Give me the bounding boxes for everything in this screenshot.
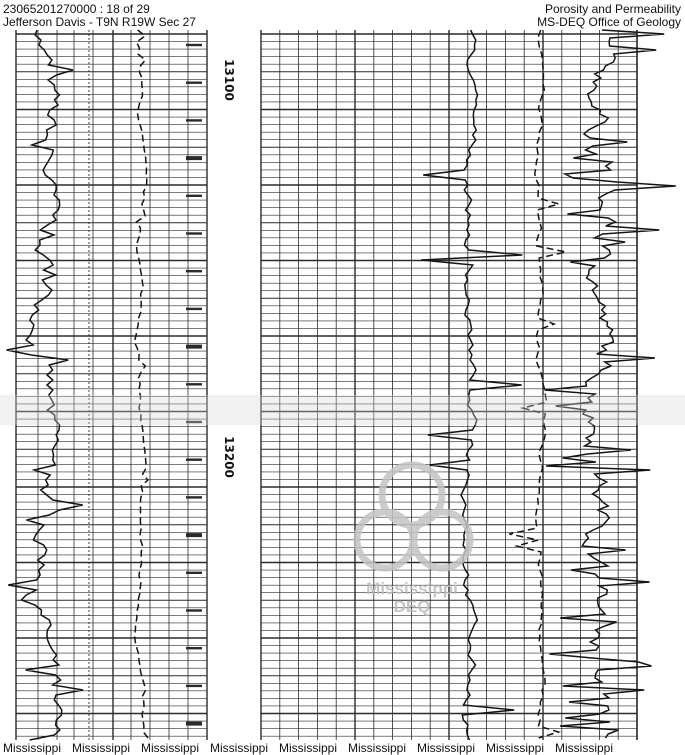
footer-label: Mississippi [555, 741, 614, 755]
footer-label: Mississippi [279, 741, 338, 755]
well-id-page: 23065201270000 : 18 of 29 [3, 2, 150, 16]
footer-label: Mississippi [417, 741, 476, 755]
gamma-ray-curve [7, 30, 83, 740]
footer-label: Mississippi [348, 741, 407, 755]
footer-label: Mississippi [210, 741, 269, 755]
log-curves [7, 30, 676, 740]
footer-label: Mississippi [72, 741, 131, 755]
depth-label-13200: 13200 [222, 436, 236, 478]
footer-label: Mississippi [486, 741, 545, 755]
agency-name: MS-DEQ Office of Geology [537, 15, 681, 29]
watermark-line1: Mississippi [366, 579, 458, 598]
spike-curve [421, 30, 522, 740]
footer-strip [0, 740, 685, 755]
scan-crease-band [0, 395, 685, 425]
porosity-curve [545, 30, 676, 738]
well-location: Jefferson Davis - T9N R19W Sec 27 [3, 15, 196, 29]
track-3-grid [261, 30, 637, 740]
log-type: Porosity and Permeability [544, 2, 681, 16]
caliper-curve-dashed [134, 30, 148, 738]
track-1-grid [16, 30, 207, 740]
footer-label: Mississippi [3, 741, 62, 755]
footer-label: Mississippi [141, 741, 200, 755]
depth-label-13100: 13100 [222, 59, 236, 101]
watermark-line2: DEQ [393, 597, 431, 616]
